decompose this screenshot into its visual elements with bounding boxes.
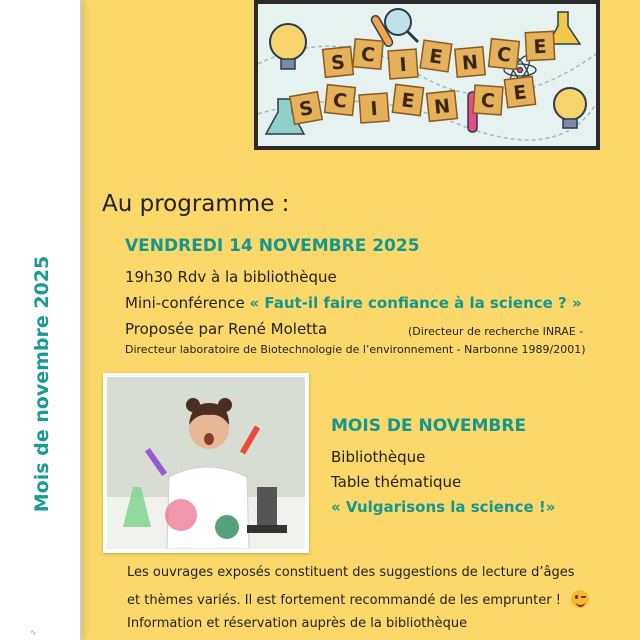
event1-conference — [125, 294, 582, 312]
event2-title: MOIS DE NOVEMBRE — [331, 416, 527, 436]
tile-row2-6: C — [480, 89, 496, 113]
scientist-photo — [103, 373, 309, 553]
tile-row1-6: C — [495, 43, 512, 67]
winking-face-icon — [571, 590, 589, 608]
tile-row2-7: E — [512, 81, 528, 105]
tile-row1-1: S — [330, 51, 347, 75]
tile-row2-3: I — [369, 97, 379, 121]
event1-title: VENDREDI 14 NOVEMBRE 2025 — [125, 236, 420, 256]
event2-theme: « Vulgarisons la science !» — [331, 498, 556, 516]
tile-row1-5: N — [461, 51, 479, 75]
left-sidebar — [0, 0, 82, 640]
tile-row1-3: I — [398, 53, 408, 77]
tile-row1-7: E — [532, 35, 548, 59]
speaker-role-1: (Directeur de recherche INRAE - — [408, 325, 584, 338]
tile-row2-2: C — [331, 89, 348, 113]
event1-time: 19h30 Rdv à la bibliothèque — [125, 268, 337, 286]
footer-line-3: Information et réservation auprès de la bibliothèque — [127, 616, 468, 631]
tile-row2-1: S — [297, 96, 315, 122]
tile-row2-4: E — [400, 89, 416, 113]
conference-title: « Faut-il faire confiance à la science ? » — [249, 294, 582, 312]
event1-speaker: Proposée par René Moletta — [125, 320, 328, 338]
footer-line-1: Les ouvrages exposés constituent des suggestions de lecture d’âges — [127, 565, 575, 580]
tile-row1-2: C — [360, 43, 376, 67]
footer-line-2 — [127, 590, 589, 608]
speaker-role-2: Directeur laboratoire de Biotechnologie de l’environnement - Narbonne 1989/2001) — [125, 343, 586, 356]
footer-line-2-text: et thèmes variés. Il est fortement recommandé de les emprunter ! — [127, 593, 561, 608]
event2-place: Bibliothèque — [331, 448, 426, 466]
tile-row2-5: N — [433, 95, 452, 119]
tiny-mark: ∿ — [30, 628, 37, 637]
program-heading: Au programme : — [102, 191, 290, 217]
science-banner-image — [254, 0, 600, 150]
event2-type: Table thématique — [331, 473, 462, 491]
tile-row1-4: E — [427, 45, 444, 69]
conference-prefix: Mini-conférence — [125, 294, 250, 312]
vertical-title: Mois de novembre 2025 — [31, 255, 53, 513]
